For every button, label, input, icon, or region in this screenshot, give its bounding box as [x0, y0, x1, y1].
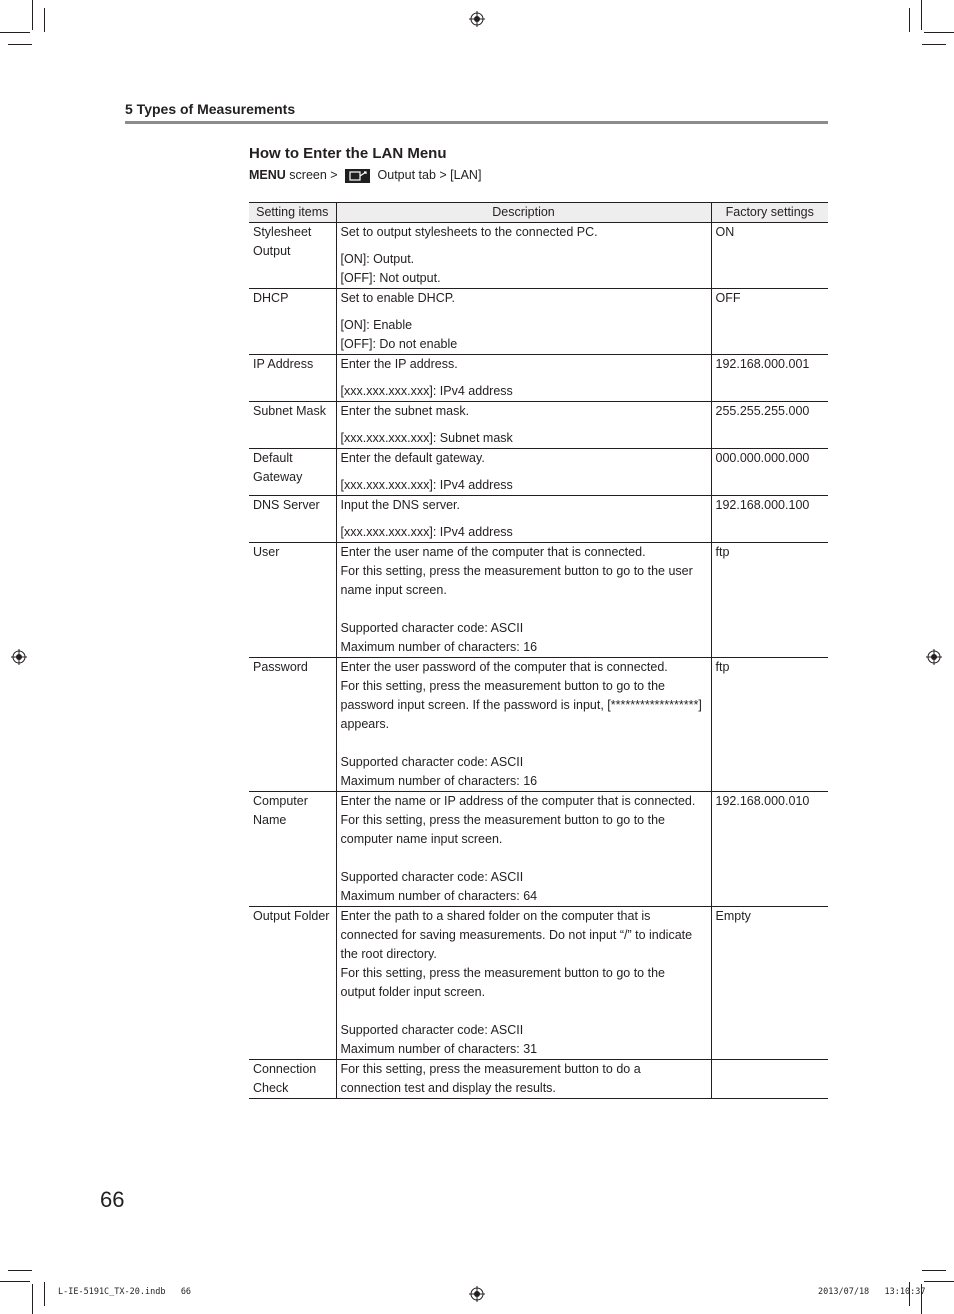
- table-row: [249, 355, 828, 402]
- factory-setting-cell: [711, 289, 828, 355]
- factory-setting-value: ftp: [715, 660, 730, 674]
- paragraph-gap: [341, 468, 708, 476]
- factory-setting-cell: [711, 496, 828, 543]
- description-line: For this setting, press the measurement button to go to the: [340, 813, 665, 827]
- description-cell: [336, 907, 711, 1060]
- factory-setting-value: 192.168.000.010: [715, 794, 810, 808]
- setting-item-cell: [249, 223, 336, 289]
- table-header-row: [249, 203, 828, 223]
- table-row: [249, 223, 828, 289]
- table-row: [249, 907, 828, 1060]
- description-line: Set to enable DHCP.: [340, 291, 455, 305]
- factory-setting-value: 192.168.000.001: [715, 357, 810, 371]
- setting-item-cell: [249, 402, 336, 449]
- factory-setting-cell: [711, 402, 828, 449]
- table-row: [249, 289, 828, 355]
- description-line: output folder input screen.: [340, 985, 486, 999]
- description-cell: [336, 1060, 711, 1099]
- setting-item-cell: [249, 449, 336, 496]
- factory-setting-value: 255.255.255.000: [715, 404, 810, 418]
- factory-setting-cell: [711, 449, 828, 496]
- crop-mark: [924, 1281, 954, 1282]
- crop-mark: [44, 1282, 45, 1306]
- description-line: Maximum number of characters: 64: [340, 889, 538, 903]
- table-row: [249, 1060, 828, 1099]
- description-line: Maximum number of characters: 16: [340, 640, 538, 654]
- setting-item-cell: [249, 289, 336, 355]
- setting-item-cell: [249, 543, 336, 658]
- description-line: computer name input screen.: [340, 832, 503, 846]
- description-cell: [336, 496, 711, 543]
- description-line: [xxx.xxx.xxx.xxx]: IPv4 address: [340, 384, 513, 398]
- crop-mark: [909, 8, 910, 32]
- description-line: For this setting, press the measurement button to go to the user: [340, 564, 693, 578]
- description-line: name input screen.: [340, 583, 447, 597]
- description-cell: [336, 449, 711, 496]
- paragraph-gap: [341, 242, 708, 250]
- breadcrumb: [249, 168, 481, 182]
- description-line: connection test and display the results.: [340, 1081, 556, 1095]
- description-line: [ON]: Output.: [340, 252, 415, 266]
- description-line: For this setting, press the measurement button to go to the: [340, 679, 665, 693]
- description-line: Enter the user name of the computer that is connected.: [340, 545, 646, 559]
- description-line: Enter the IP address.: [340, 357, 458, 371]
- factory-setting-cell: [711, 792, 828, 907]
- setting-item-label: Stylesheet: [253, 225, 312, 239]
- factory-setting-value: 192.168.000.100: [715, 498, 810, 512]
- description-line: Enter the user password of the computer that is connected.: [340, 660, 668, 674]
- factory-setting-cell: [711, 543, 828, 658]
- setting-item-label: Connection: [253, 1062, 317, 1076]
- description-cell: [336, 402, 711, 449]
- factory-setting-value: ON: [715, 225, 735, 239]
- factory-setting-cell: [711, 355, 828, 402]
- setting-item-cell: [249, 496, 336, 543]
- registration-mark-icon: [469, 1286, 485, 1302]
- description-cell: [336, 355, 711, 402]
- table-row: [249, 658, 828, 792]
- crop-mark: [44, 8, 45, 32]
- registration-mark-icon: [926, 649, 942, 665]
- setting-item-label: Check: [253, 1081, 289, 1095]
- crop-mark: [8, 44, 32, 45]
- lan-settings-table: [249, 202, 828, 1099]
- column-header-factory-settings: Factory settings: [711, 203, 828, 223]
- breadcrumb-menu: MENU: [249, 168, 286, 182]
- setting-item-label: Subnet Mask: [253, 404, 326, 418]
- description-line: Input the DNS server.: [340, 498, 461, 512]
- description-line: [OFF]: Not output.: [340, 271, 441, 285]
- setting-item-cell: [249, 658, 336, 792]
- description-line: For this setting, press the measurement button to do a: [340, 1062, 641, 1076]
- paragraph-gap: [341, 308, 708, 316]
- setting-item-label: Computer: [253, 794, 308, 808]
- description-line: Supported character code: ASCII: [340, 755, 524, 769]
- description-cell: [336, 289, 711, 355]
- description-line: Supported character code: ASCII: [340, 621, 524, 635]
- description-cell: [336, 543, 711, 658]
- print-slug-date: 2013/07/18 13:10:37: [818, 1287, 926, 1297]
- paragraph-gap: [341, 515, 708, 523]
- description-line: connected for saving measurements. Do not input “/” to indicate: [340, 928, 693, 942]
- description-line: Maximum number of characters: 16: [340, 774, 538, 788]
- description-line: Enter the default gateway.: [340, 451, 485, 465]
- page-number: 66: [100, 1187, 125, 1212]
- description-line: Set to output stylesheets to the connected PC.: [340, 225, 598, 239]
- setting-item-cell: [249, 792, 336, 907]
- breadcrumb-screen: screen >: [285, 168, 342, 182]
- blank-line: [341, 849, 708, 868]
- description-cell: [336, 792, 711, 907]
- setting-item-cell: [249, 355, 336, 402]
- table-row: [249, 543, 828, 658]
- description-line: appears.: [340, 717, 390, 731]
- print-slug-file: L-IE-5191C_TX-20.indb 66: [58, 1287, 192, 1297]
- description-cell: [336, 223, 711, 289]
- setting-item-label: DNS Server: [253, 498, 320, 512]
- factory-setting-value: Empty: [715, 909, 751, 923]
- description-line: Supported character code: ASCII: [340, 1023, 524, 1037]
- setting-item-label: Output Folder: [253, 909, 330, 923]
- table-row: [249, 402, 828, 449]
- crop-mark: [32, 1284, 33, 1314]
- description-line: [xxx.xxx.xxx.xxx]: IPv4 address: [340, 525, 513, 539]
- setting-item-label: User: [253, 545, 280, 559]
- crop-mark: [922, 44, 946, 45]
- description-line: Enter the name or IP address of the computer that is connected.: [340, 794, 696, 808]
- blank-line: [341, 600, 708, 619]
- description-line: [xxx.xxx.xxx.xxx]: Subnet mask: [340, 431, 513, 445]
- description-line: password input screen. If the password is input, [******************]: [340, 698, 702, 712]
- factory-setting-cell: [711, 1060, 828, 1099]
- description-cell: [336, 658, 711, 792]
- setting-item-label: Default: [253, 451, 293, 465]
- description-line: For this setting, press the measurement button to go to the: [340, 966, 665, 980]
- description-line: Enter the subnet mask.: [340, 404, 470, 418]
- header-rule: [125, 121, 828, 124]
- factory-setting-value: OFF: [715, 291, 741, 305]
- crop-mark: [0, 32, 30, 33]
- factory-setting-value: 000.000.000.000: [715, 451, 810, 465]
- description-line: Enter the path to a shared folder on the computer that is: [340, 909, 651, 923]
- factory-setting-cell: [711, 907, 828, 1060]
- page-title: How to Enter the LAN Menu: [249, 145, 447, 162]
- breadcrumb-output-tab: Output tab > [LAN]: [374, 168, 482, 182]
- crop-mark: [8, 1270, 32, 1271]
- setting-item-cell: [249, 1060, 336, 1099]
- setting-item-label: Output: [253, 244, 291, 258]
- setting-item-label: Gateway: [253, 470, 303, 484]
- table-row: [249, 792, 828, 907]
- setting-item-label: DHCP: [253, 291, 289, 305]
- section-header: 5 Types of Measurements: [125, 101, 296, 117]
- crop-mark: [922, 1270, 946, 1271]
- description-line: the root directory.: [340, 947, 437, 961]
- blank-line: [341, 734, 708, 753]
- table-body: [249, 223, 828, 1099]
- table-row: [249, 496, 828, 543]
- description-line: Maximum number of characters: 31: [340, 1042, 538, 1056]
- setting-item-cell: [249, 907, 336, 1060]
- registration-mark-icon: [469, 11, 485, 27]
- crop-mark: [924, 32, 954, 33]
- crop-mark: [32, 0, 33, 30]
- setting-item-label: Password: [253, 660, 308, 674]
- paragraph-gap: [341, 374, 708, 382]
- description-line: Supported character code: ASCII: [340, 870, 524, 884]
- setting-item-label: Name: [253, 813, 287, 827]
- description-line: [ON]: Enable: [340, 318, 413, 332]
- registration-mark-icon: [11, 649, 27, 665]
- factory-setting-cell: [711, 658, 828, 792]
- setting-item-label: IP Address: [253, 357, 314, 371]
- crop-mark: [0, 1281, 30, 1282]
- column-header-setting-items: Setting items: [249, 203, 336, 223]
- table-row: [249, 449, 828, 496]
- crop-mark: [921, 0, 922, 30]
- factory-setting-cell: [711, 223, 828, 289]
- blank-line: [341, 1002, 708, 1021]
- column-header-description: Description: [336, 203, 711, 223]
- output-tab-icon: [345, 169, 370, 183]
- description-line: [OFF]: Do not enable: [340, 337, 458, 351]
- paragraph-gap: [341, 421, 708, 429]
- factory-setting-value: ftp: [715, 545, 730, 559]
- description-line: [xxx.xxx.xxx.xxx]: IPv4 address: [340, 478, 513, 492]
